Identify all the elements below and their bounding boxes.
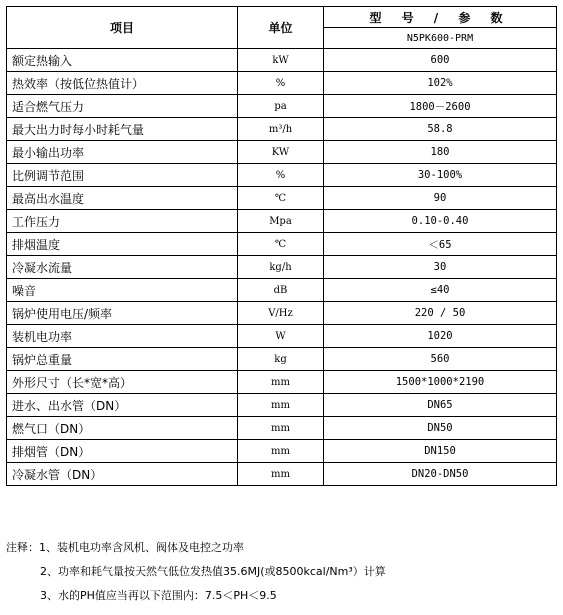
row-item-label: 排烟管（DN） [7, 440, 238, 463]
table-row [7, 233, 557, 256]
row-item-label: 装机电功率 [7, 325, 238, 348]
row-unit: dB [238, 279, 324, 302]
table-row [7, 187, 557, 210]
row-value: 0.10-0.40 [324, 210, 557, 233]
row-value: 30 [324, 256, 557, 279]
row-value: DN20-DN50 [324, 463, 557, 486]
row-unit: KW [238, 141, 324, 164]
note-text: 3、水的PH值应当再以下范围内：7.5＜PH＜9.5 [40, 589, 277, 602]
table-row [7, 279, 557, 302]
row-unit: mm [238, 440, 324, 463]
header-unit: 单位 [238, 7, 324, 49]
row-value: 560 [324, 348, 557, 371]
table-row [7, 348, 557, 371]
note-text: 2、功率和耗气量按天然气低位发热值35.6MJ(或8500kcal/Nm³）计算 [40, 565, 386, 578]
row-value: ＜65 [324, 233, 557, 256]
row-value: 1500*1000*2190 [324, 371, 557, 394]
row-item-label: 外形尺寸（长*宽*高） [7, 371, 238, 394]
row-item-label: 冷凝水管（DN） [7, 463, 238, 486]
row-item-label: 额定热输入 [7, 49, 238, 72]
row-value: ≤40 [324, 279, 557, 302]
row-item-label: 最小输出功率 [7, 141, 238, 164]
row-value: 220 / 50 [324, 302, 557, 325]
row-unit: kg [238, 348, 324, 371]
row-item-label: 热效率（按低位热值计） [7, 72, 238, 95]
row-unit: mm [238, 394, 324, 417]
table-row [7, 72, 557, 95]
row-item-label: 锅炉总重量 [7, 348, 238, 371]
row-unit: mm [238, 417, 324, 440]
table-row [7, 256, 557, 279]
row-unit: ℃ [238, 187, 324, 210]
spec-table [6, 6, 557, 486]
row-item-label: 最大出力时每小时耗气量 [7, 118, 238, 141]
note-line [6, 560, 386, 584]
row-unit: % [238, 164, 324, 187]
row-value: 102% [324, 72, 557, 95]
row-value: DN150 [324, 440, 557, 463]
row-unit: Mpa [238, 210, 324, 233]
header-model: N5PK600-PRM [324, 28, 557, 49]
row-value: DN50 [324, 417, 557, 440]
row-unit: kW [238, 49, 324, 72]
row-item-label: 冷凝水流量 [7, 256, 238, 279]
row-value: 180 [324, 141, 557, 164]
table-row [7, 325, 557, 348]
note-text: 1、装机电功率含风机、阀体及电控之功率 [39, 541, 244, 554]
table-row [7, 440, 557, 463]
row-item-label: 噪音 [7, 279, 238, 302]
row-unit: pa [238, 95, 324, 118]
table-row [7, 95, 557, 118]
row-item-label: 燃气口（DN） [7, 417, 238, 440]
row-value: DN65 [324, 394, 557, 417]
row-value: 1020 [324, 325, 557, 348]
table-row [7, 302, 557, 325]
row-item-label: 最高出水温度 [7, 187, 238, 210]
row-item-label: 排烟温度 [7, 233, 238, 256]
notes-label: 注释： [6, 541, 39, 554]
note-line [6, 536, 386, 560]
table-row [7, 394, 557, 417]
header-row [7, 7, 557, 28]
row-value: 1800－2600 [324, 95, 557, 118]
notes [6, 536, 386, 608]
row-item-label: 比例调节范围 [7, 164, 238, 187]
row-value: 30-100% [324, 164, 557, 187]
row-unit: m³/h [238, 118, 324, 141]
row-unit: mm [238, 463, 324, 486]
row-item-label: 进水、出水管（DN） [7, 394, 238, 417]
row-unit: % [238, 72, 324, 95]
note-line [6, 584, 386, 608]
row-item-label: 锅炉使用电压/频率 [7, 302, 238, 325]
spec-body [7, 49, 557, 486]
table-row [7, 371, 557, 394]
row-value: 90 [324, 187, 557, 210]
table-row [7, 463, 557, 486]
row-unit: ℃ [238, 233, 324, 256]
row-item-label: 工作压力 [7, 210, 238, 233]
table-row [7, 210, 557, 233]
row-unit: mm [238, 371, 324, 394]
table-row [7, 118, 557, 141]
row-unit: V/Hz [238, 302, 324, 325]
header-spec: 型 号 / 参 数 [324, 7, 557, 28]
row-value: 58.8 [324, 118, 557, 141]
table-row [7, 164, 557, 187]
table-row [7, 49, 557, 72]
header-item: 项目 [7, 7, 238, 49]
row-unit: kg/h [238, 256, 324, 279]
table-row [7, 417, 557, 440]
table-row [7, 141, 557, 164]
row-item-label: 适合燃气压力 [7, 95, 238, 118]
row-value: 600 [324, 49, 557, 72]
row-unit: W [238, 325, 324, 348]
